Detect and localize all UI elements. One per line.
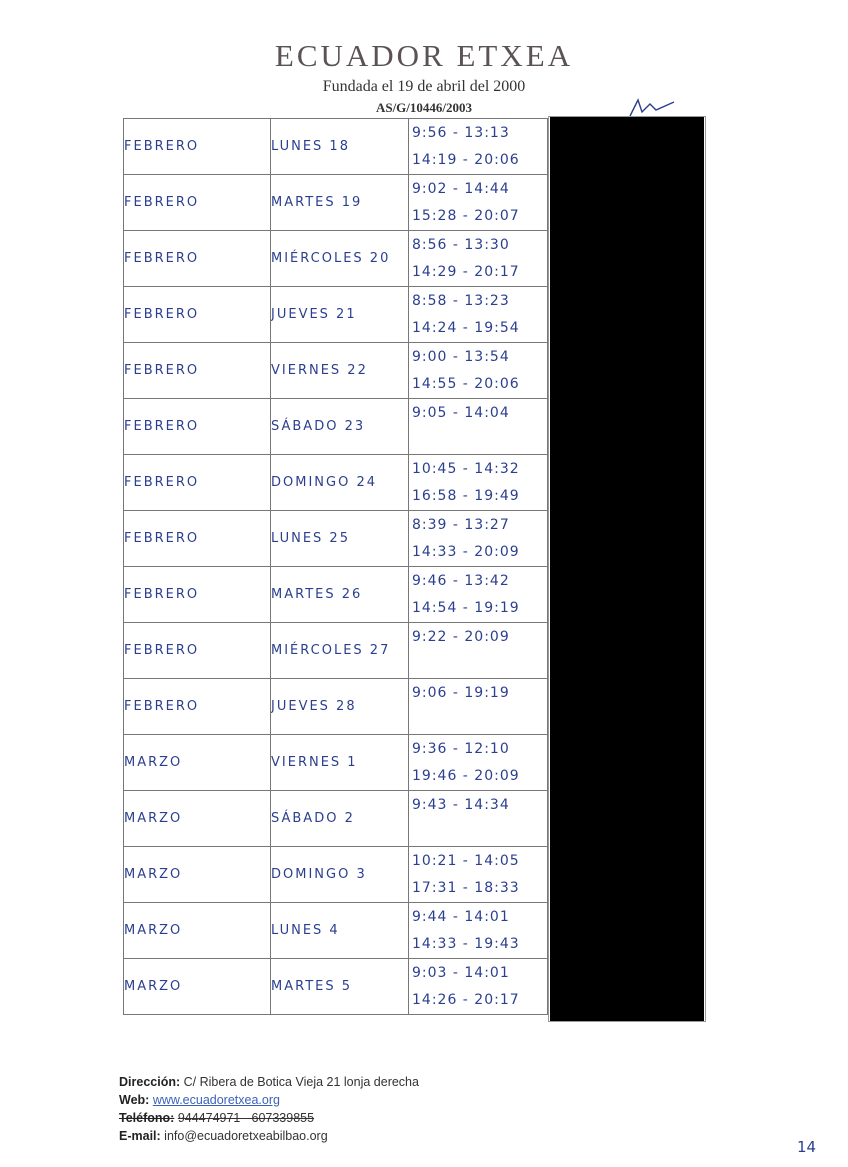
time-range: 14:33 - 19:43 [412,935,520,952]
founding-subtitle: Fundada el 19 de abril del 2000 [322,78,526,95]
time-range: 8:58 - 13:23 [412,292,510,309]
times-cell [409,455,548,511]
time-range: 9:44 - 14:01 [412,908,510,925]
time-range: 10:21 - 14:05 [412,852,520,869]
table-row [124,511,548,567]
time-range: 9:02 - 14:44 [412,180,510,197]
footer-address-line: Dirección: C/ Ribera de Botica Vieja 21 lonja derecha [119,1075,419,1089]
month-cell: FEBRERO [124,119,271,175]
time-range: 8:56 - 13:30 [412,236,510,253]
day-cell: DOMINGO 3 [271,847,409,903]
month-cell: FEBRERO [124,231,271,287]
times-cell [409,623,548,679]
time-range [409,819,547,846]
table-row [124,399,548,455]
day-cell: DOMINGO 24 [271,455,409,511]
table-row [124,791,548,847]
table-row [124,623,548,679]
month-cell: MARZO [124,735,271,791]
page-number: 14 [797,1138,817,1156]
time-range: 14:55 - 20:06 [412,375,520,392]
time-range: 14:24 - 19:54 [412,319,520,336]
month-cell: MARZO [124,847,271,903]
day-cell: JUEVES 21 [271,287,409,343]
times-cell [409,343,548,399]
attendance-table [123,118,548,1015]
day-cell: SÁBADO 2 [271,791,409,847]
month-cell: FEBRERO [124,175,271,231]
month-cell: MARZO [124,791,271,847]
time-range: 17:31 - 18:33 [412,879,520,896]
month-cell: FEBRERO [124,623,271,679]
day-cell: VIERNES 22 [271,343,409,399]
table-row [124,175,548,231]
time-range: 10:45 - 14:32 [412,460,520,477]
table-row [124,847,548,903]
table-row [124,679,548,735]
month-cell: FEBRERO [124,343,271,399]
table-row [124,735,548,791]
time-range: 14:33 - 20:09 [412,543,520,560]
day-cell: SÁBADO 23 [271,399,409,455]
month-cell: FEBRERO [124,399,271,455]
day-cell: LUNES 4 [271,903,409,959]
time-range: 15:28 - 20:07 [412,207,520,224]
day-cell: JUEVES 28 [271,679,409,735]
day-cell: MIÉRCOLES 20 [271,231,409,287]
times-cell [409,511,548,567]
month-cell: FEBRERO [124,287,271,343]
times-cell [409,399,548,455]
month-cell: FEBRERO [124,511,271,567]
organization-title: ECUADOR ETXEA [274,38,574,73]
footer-phone-line: Teléfono: 944474971 - 607339855 [119,1111,315,1125]
day-cell: LUNES 18 [271,119,409,175]
redacted-column [550,117,704,1021]
table-row [124,455,548,511]
times-cell [409,567,548,623]
table-row [124,959,548,1015]
table-row [124,343,548,399]
time-range: 9:03 - 14:01 [412,964,510,981]
table-row [124,567,548,623]
time-range: 9:43 - 14:34 [412,796,510,813]
time-range: 9:22 - 20:09 [412,628,510,645]
time-range: 14:54 - 19:19 [412,599,520,616]
times-cell [409,791,548,847]
month-cell: FEBRERO [124,567,271,623]
day-cell: MARTES 26 [271,567,409,623]
day-cell: MARTES 19 [271,175,409,231]
time-range: 9:05 - 14:04 [412,404,510,421]
footer-phone: 944474971 - 607339855 [177,1111,315,1125]
times-cell [409,847,548,903]
table-row [124,231,548,287]
time-range: 9:46 - 13:42 [412,572,510,589]
footer-email-line: E-mail: info@ecuadoretxeabilbao.org [119,1129,328,1143]
day-cell: VIERNES 1 [271,735,409,791]
times-cell [409,175,548,231]
footer-web-link[interactable]: www.ecuadoretxea.org [152,1093,280,1107]
day-cell: MARTES 5 [271,959,409,1015]
time-range: 8:39 - 13:27 [412,516,510,533]
time-range: 14:19 - 20:06 [412,151,520,168]
registration-number: AS/G/10446/2003 [375,100,473,115]
times-cell [409,679,548,735]
time-range: 14:29 - 20:17 [412,263,520,280]
time-range: 16:58 - 19:49 [412,487,520,504]
footer-contact [119,1073,419,1145]
footer-address: C/ Ribera de Botica Vieja 21 lonja derecha [183,1075,419,1089]
table-row [124,903,548,959]
day-cell: LUNES 25 [271,511,409,567]
month-cell: MARZO [124,959,271,1015]
time-range: 9:00 - 13:54 [412,348,510,365]
month-cell: FEBRERO [124,679,271,735]
footer-web-line: Web: www.ecuadoretxea.org [119,1093,280,1107]
table-row [124,119,548,175]
times-cell [409,119,548,175]
day-cell: MIÉRCOLES 27 [271,623,409,679]
time-range: 9:06 - 19:19 [412,684,510,701]
time-range: 9:36 - 12:10 [412,740,510,757]
time-range: 14:26 - 20:17 [412,991,520,1008]
time-range: 19:46 - 20:09 [412,767,520,784]
times-cell [409,287,548,343]
handwritten-mark-icon [626,96,678,118]
time-range [409,651,547,678]
times-cell [409,903,548,959]
time-range [409,707,547,734]
time-range [409,427,547,454]
times-cell [409,231,548,287]
time-range: 9:56 - 13:13 [412,124,510,141]
footer-email: info@ecuadoretxeabilbao.org [164,1129,328,1143]
times-cell [409,735,548,791]
month-cell: MARZO [124,903,271,959]
month-cell: FEBRERO [124,455,271,511]
table-row [124,287,548,343]
times-cell [409,959,548,1015]
